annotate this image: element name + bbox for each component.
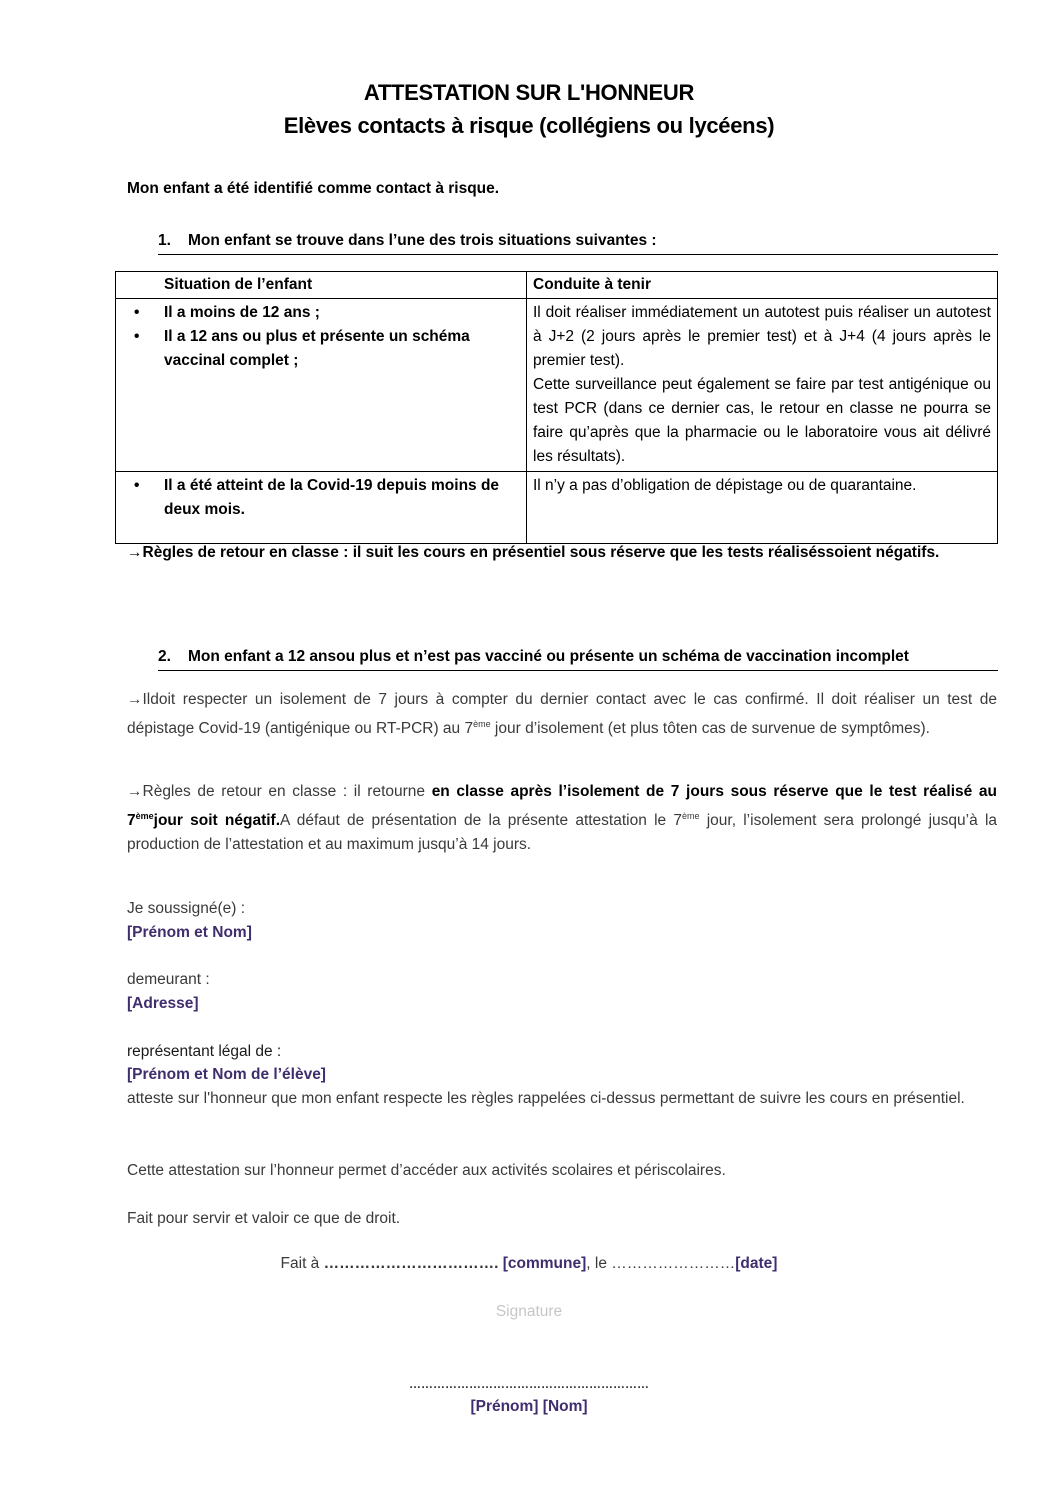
guardian-label: représentant légal de : xyxy=(127,1043,282,1060)
rules-text: jour, l’isolement sera prolongé jusqu’à la production de l’attestation et au maximum jusqu’à 14 jours. xyxy=(127,812,998,854)
attestation-text: atteste sur l'honneur que mon enfant respecte les règles rappelées ci-dessus permettant de suivre les cours en présentiel. xyxy=(127,1090,965,1107)
undersigned-name-field[interactable]: [Prénom et Nom] xyxy=(127,924,252,941)
undersigned-label: Je soussigné(e) : xyxy=(127,900,246,917)
student-name-field[interactable]: [Prénom et Nom de l’élève] xyxy=(127,1066,326,1083)
situation-item: • Il a été atteint de la Covid-19 depuis moins de deux mois. xyxy=(122,474,520,522)
ordinal-suffix: ème xyxy=(473,719,491,729)
situation-item: • Il a 12 ans ou plus et présente un schéma vaccinal complet ; xyxy=(122,325,520,373)
ordinal-suffix: ème xyxy=(135,811,154,821)
address-field[interactable]: [Adresse] xyxy=(127,995,199,1012)
section2-number: 2. xyxy=(158,648,171,665)
situation-cell xyxy=(116,299,527,472)
situation-cell xyxy=(116,472,527,544)
access-statement: Cette attestation sur l’honneur permet d’accéder aux activités scolaires et périscolaires. xyxy=(127,1162,726,1179)
conduct-text: Il n’y a pas d’obligation de dépistage ou de quarantaine. xyxy=(533,477,917,494)
signature-label: Signature xyxy=(495,1303,563,1320)
place-dots: ……………………………. xyxy=(323,1255,503,1272)
document-title: ATTESTATION SUR L'HONNEUR xyxy=(363,80,695,105)
conduct-cell xyxy=(527,299,998,472)
date-field[interactable]: [date] xyxy=(735,1255,778,1272)
section1-heading-text: Mon enfant se trouve dans l’une des trois situations suivantes : xyxy=(188,232,657,249)
date-prefix: , le …………………… xyxy=(586,1255,736,1272)
table-row xyxy=(116,472,998,544)
rules-emphasis: jour soit négatif. xyxy=(153,812,281,830)
column-header-conduct: Conduite à tenir xyxy=(527,272,998,299)
place-date-line xyxy=(0,1255,1058,1273)
ordinal-suffix: ème xyxy=(681,811,700,821)
commune-field[interactable]: [commune] xyxy=(502,1255,587,1272)
conduct-cell xyxy=(527,472,998,544)
section1-heading xyxy=(158,232,998,255)
rules-text: A défaut de présentation de la présente attestation le 7 xyxy=(280,812,682,830)
rules-emphasis: en classe après l’isolement de 7 jours sous réserve que le test réalisé au 7 xyxy=(127,783,998,830)
conduct-text: Cette surveillance peut également se faire par test antigénique ou test PCR (dans ce dernier cas, le retour en classe ne pourra se faire qu’après que la pharmacie ou le laboratoire vous ait délivré les résultats). xyxy=(533,376,991,465)
section1-number: 1. xyxy=(158,232,171,249)
legal-statement: Fait pour servir et valoir ce que de droit. xyxy=(127,1210,401,1227)
signature-line[interactable]: …………………………………………………… xyxy=(409,1377,649,1391)
situation-item: • Il a moins de 12 ans ; xyxy=(122,301,520,325)
rules-text: →Règles de retour en classe : il retourne xyxy=(127,783,432,800)
table-header-row xyxy=(116,272,998,299)
isolation-text: →Ildoit respecter un isolement de 7 jours à compter du dernier contact avec le cas confirmé. Il doit réaliser un test de dépistage Covid-19 (antigénique ou RT-PCR) au 7 xyxy=(127,691,997,738)
document-subtitle: Elèves contacts à risque (collégiens ou lycéens) xyxy=(283,113,775,138)
intro-statement: Mon enfant a été identifié comme contact à risque. xyxy=(127,180,500,197)
section2-heading-text: Mon enfant a 12 ansou plus et n’est pas vacciné ou présente un schéma de vaccination incomplet xyxy=(188,648,909,665)
section2-isolation-paragraph xyxy=(127,688,997,741)
section2-return-rules xyxy=(127,780,997,857)
situations-table xyxy=(115,271,998,544)
isolation-text: jour d’isolement (et plus tôten cas de survenue de symptômes). xyxy=(490,720,930,738)
signer-name-field[interactable]: [Prénom] [Nom] xyxy=(470,1398,588,1415)
residing-label: demeurant : xyxy=(127,971,210,988)
place-prefix: Fait à xyxy=(280,1255,324,1272)
conduct-text: Il doit réaliser immédiatement un autotest puis réaliser un autotest à J+2 (2 jours après le premier test) et à J+4 (4 jours après le premier test). xyxy=(533,304,991,369)
section1-return-rules: →Règles de retour en classe : il suit les cours en présentiel sous réserve que les tests réaliséssoient négatifs. xyxy=(127,544,940,561)
table-row xyxy=(116,299,998,472)
column-header-situation: Situation de l’enfant xyxy=(116,272,527,299)
section2-heading xyxy=(158,648,998,671)
